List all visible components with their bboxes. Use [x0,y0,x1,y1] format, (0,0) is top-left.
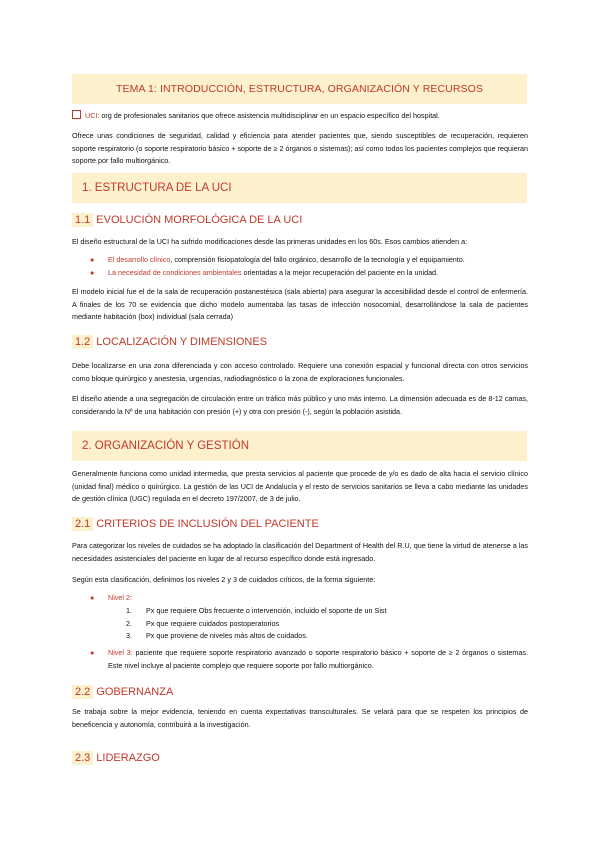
nivel-3-list [90,647,528,672]
uci-definition [72,110,528,123]
nivel-3-label: Nivel 3: [108,648,133,657]
item-text: orientadas a la mejor recuperación del paciente en la unidad. [241,267,439,277]
bullet-icon: ● [90,648,95,657]
item-number: 3. [126,631,132,640]
bullet-icon: ● [90,267,95,277]
subsection-title: CRITERIOS DE INCLUSIÓN DEL PACIENTE [96,518,319,530]
uci-text: org de profesionales sanitarios que ofrece asistencia multidisciplinar en un espacio específico del hospital. [99,111,440,120]
s11-paragraph-2: El modelo inicial fue el de la sala de recuperación postanestésica (sala abierta) para asegurar la accesibilidad desde el control de enfermería. A finales de los 70 se evidencia que dicho modelo aumentaba las tasas de infección nosocomial, desarrollándose la sala de pacientes mediante habitación (box) individual (sala cerrada) [72,287,528,321]
list-item [126,618,387,631]
subsection-2-2-heading [72,683,173,701]
highlight-text: La necesidad de condiciones ambientales [108,267,242,277]
s12-paragraph-2: El diseño atiende a una segregación de circulación entre un tráfico más público y uno más interno. La dimensión adecuada es de 8-12 camas, considerando la Nº de una habitación con presión (+) y otra con presión (-), según la población asistida. [72,394,528,416]
subsection-2-1-heading [72,515,319,533]
item-number: 1. [126,606,132,615]
intro-paragraph: Ofrece unas condiciones de seguridad, calidad y eficiencia para atender pacientes que, siendo susceptibles de recuperación, requieren soporte respiratorio (o soporte respiratorio básico + soporte de ≥ 2 órganos o sistemas); así como todos los pacientes complejos que requieran soporte por fallo multiorgánico. [72,131,528,165]
list-item [126,605,387,618]
subsection-number: 2.3 [72,751,93,765]
section-2-banner [72,431,527,461]
item-text: Px que requiere Obs frecuente o intervención, incluido el soporte de un Sist [146,606,387,615]
s21-paragraph-2: Según esta clasificación, definimos los niveles 2 y 3 de cuidados críticos, de la forma siguiente: [72,575,376,584]
subsection-2-3-heading [72,749,160,767]
list-item [90,254,528,267]
page-title: TEMA 1: INTRODUCCIÓN, ESTRUCTURA, ORGANIZACIÓN Y RECURSOS [115,83,484,95]
subsection-number: 1.1 [72,213,93,227]
nivel-2-list [90,592,528,605]
s12-paragraph-1: Debe localizarse en una zona diferenciada y con acceso controlado. Requiere una conexión espacial y funcional directa con otros servicios como bloque quirúrgico y anestesia, urgencias, radiodiagnóstico o la zona de exploraciones funcionales. [72,361,528,383]
item-text: Px que proviene de niveles más altos de cuidados. [146,631,308,640]
nivel-2-numbered-list [126,605,387,643]
item-text: , comprensión fisiopatología del fallo orgánico, desarrollo de la tecnología y el equipamiento. [170,255,465,264]
s11-paragraph-1: El diseño estructural de la UCI ha sufrido modificaciones desde las primeras unidades en los 60s. Esos cambios atienden a: [72,237,468,246]
s22-paragraph-1: Se trabaja sobre la mejor evidencia, teniendo en cuenta expectativas transculturales. Se velará para que se respeten los principios de beneficencia y autonomía, contribuirá a la investigación. [72,707,528,729]
subsection-1-1-heading [72,211,302,229]
list-item [90,592,528,605]
subsection-1-2-heading [72,333,267,351]
subsection-number: 2.2 [72,685,93,699]
list-item [126,630,387,643]
s2-paragraph-1: Generalmente funciona como unidad intermedia, que presta servicios al paciente que procede de y/o es dado de alta hacia el servicio clínico (unidad final) médico o quirúrgico. La gestión de las UCI de Andalucía y el resto de servicios sanitarios se lleva a cabo mediante las unidades de gestión clínica (UGC) regulada en el decreto 197/2007, de 3 de julio. [72,469,528,503]
subsection-title: EVOLUCIÓN MORFOLÓGICA DE LA UCI [96,214,303,226]
item-text: paciente que requiere soporte respiratorio avanzado o soporte respiratorio básico + soporte de ≥ 2 órganos o sistemas. Este nivel incluye al paciente complejo que requiere soporte por fallo multiorgánico. [108,648,529,670]
subsection-title: LOCALIZACIÓN Y DIMENSIONES [96,336,268,348]
bullet-icon: ● [90,255,95,264]
subsection-number: 2.1 [72,517,93,531]
title-banner [72,74,527,104]
subsection-title: GOBERNANZA [96,686,174,698]
subsection-number: 1.2 [72,335,93,349]
item-text: Px que requiere cuidados postoperatorios [146,618,280,628]
item-number: 2. [126,618,132,628]
section-2-heading: 2. ORGANIZACIÓN Y GESTIÓN [82,440,249,452]
list-item [90,267,528,280]
s21-paragraph-1: Para categorizar los niveles de cuidados se ha adoptado la clasificación del Department of Health del R.U, que tiene la virtud de atenerse a las necesidades asistenciales del paciente en lugar de al recurso específico donde está ingresado. [72,541,528,563]
section-1-heading: 1. ESTRUCTURA DE LA UCI [82,182,232,194]
bullet-icon: ● [90,593,95,602]
checkbox-icon [72,110,81,119]
s11-bullet-list [90,254,528,279]
highlight-text: El desarrollo clínico [108,255,171,264]
uci-label: UCI: [85,111,100,120]
section-1-banner [72,173,527,203]
list-item [90,647,528,672]
subsection-title: LIDERAZGO [96,752,160,764]
nivel-2-label: Nivel 2: [108,593,132,602]
